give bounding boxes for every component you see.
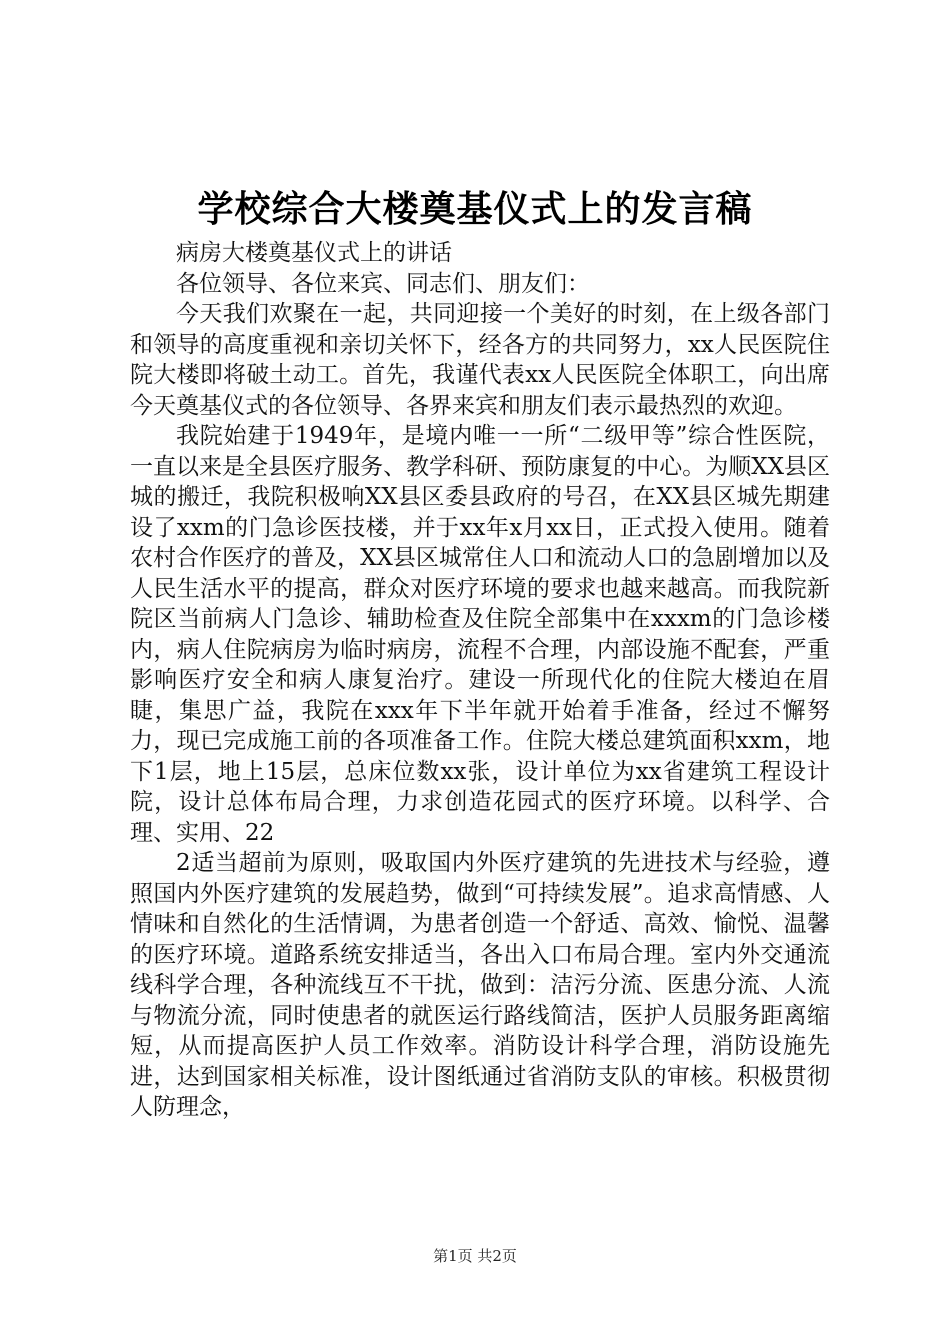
paragraph: 我院始建于1949年，是境内唯一一所“二级甲等”综合性医院，一直以来是全县医疗服务、教学科研、预防康复的中心。为顺XX县区城的搬迁，我院积极响XX县区委县政府的号召，在XX县区城先期建设了xxm的门急诊医技楼，并于xx年x月xx日，正式投入使用。随着农村合作医疗的普及，XX县区城常住人口和流动人口的急剧增加以及人民生活水平的提高，群众对医疗环境的要求也越来越高。而我院新院区当前病人门急诊、辅助检查及住院全部集中在xxxm的门急诊楼内，病人住院病房为临时病房，流程不合理，内部设施不配套，严重影响医疗安全和病人康复治疗。建设一所现代化的住院大楼迫在眉睫，集思广益，我院在xxx年下半年就开始着手准备，经过不懈努力，现已完成施工前的各项准备工作。住院大楼总建筑面积xxm，地下1层，地上15层，总床位数xx张，设计单位为xx省建筑工程设计院，设计总体布局合理，力求创造花园式的医疗环境。以科学、合理、实用、22 — [130, 423, 830, 846]
page-number-footer: 第1页 共2页 — [433, 1247, 517, 1265]
paragraph: 今天我们欢聚在一起，共同迎接一个美好的时刻，在上级各部门和领导的高度重视和亲切关怀下，经各方的共同努力，xx人民医院住院大楼即将破土动工。首先，我谨代表xx人民医院全体职工，向出席今天奠基仪式的各位领导、各界来宾和朋友们表示最热烈的欢迎。 — [130, 301, 830, 419]
document-body — [130, 238, 830, 1123]
paragraph: 2适当超前为原则，吸取国内外医疗建筑的先进技术与经验，遵照国内外医疗建筑的发展趋势，做到“可持续发展”。追求高情感、人情味和自然化的生活情调，为患者创造一个舒适、高效、愉悦、温馨的医疗环境。道路系统安排适当，各出入口布局合理。室内外交通流线科学合理，各种流线互不干扰，做到：洁污分流、医患分流、人流与物流分流，同时使患者的就医运行路线简洁，医护人员服务距离缩短，从而提高医护人员工作效率。消防设计科学合理，消防设施先进，达到国家相关标准，设计图纸通过省消防支队的审核。积极贯彻人防理念， — [130, 850, 830, 1120]
document-title: 学校综合大楼奠基仪式上的发言稿 — [197, 188, 753, 230]
paragraph-heading: 病房大楼奠基仪式上的讲话 — [176, 240, 452, 266]
paragraph-salutation: 各位领导、各位来宾、同志们、朋友们： — [176, 270, 590, 297]
